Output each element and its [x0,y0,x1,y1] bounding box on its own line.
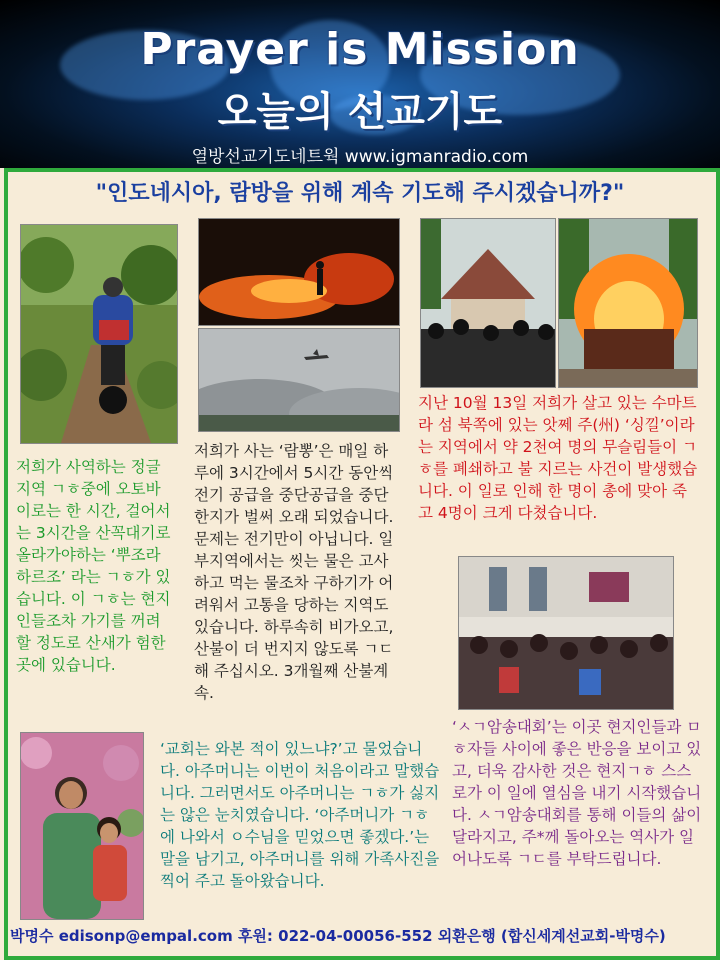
church-attack-paragraph: 지난 10월 13일 저희가 살고 있는 수마트라 섬 북쪽에 있는 앗쩨 주(州) ‘싱낄’이라는 지역에서 약 2천여 명의 무슬림들이 ㄱㅎ를 폐쇄하고 불 지르는 사건이 발생했습니다. 이 일로 인해 한 명이 총에 맞아 죽고 4명이 크게 다쳤습니다. [418,394,698,522]
title-korean: 오늘의 선교기도 [217,89,503,135]
recitation-contest-paragraph: ‘ㅅㄱ암송대회’는 이곳 현지인들과 ㅁㅎ자들 사이에 좋은 반응을 보이고 있고, 더욱 감사한 것은 현지ㄱㅎ 스스로가 이 일에 열심을 내기 시작했습니다. ㅅㄱ암송대회를 통해 이들의 삶이 달라지고, 주*께 돌아오는 역사가 일어나도록 ㄱㄷ를 부탁드립니다. [452,718,702,868]
network-url: 열방선교기도네트웍 www.igmanradio.com [191,147,529,167]
jungle-church-paragraph: 저희가 사역하는 정글지역 ㄱㅎ중에 오토바이로는 한 시간, 걸어서는 3시간을 산꼭대기로 올라가야하는 ‘뿌조라하르조’ 라는 ㄱㅎ가 있습니다. 이 ㄱㅎ는 현지인들조차 가기를 꺼려할 정도로 산새가 험한 곳에 있습니다. [16,458,171,674]
title-english: Prayer is Mission [140,24,580,75]
worship-concert-photo [458,556,674,710]
church-crowd-photo [420,218,556,388]
motorbike-jungle-photo [20,224,178,444]
church-burning-photo [558,218,698,388]
forest-fire-night-photo [198,218,400,326]
header-banner [0,0,720,168]
power-outage-paragraph: 저희가 사는 ‘람뽕’은 매일 하루에 3시간에서 5시간 동안씩 전기 공급을 중단공급을 중단한지가 벌써 오래 되었습니다. 문제는 전기만이 아닙니다. 일부지역에서는 씻는 물은 고사하고 먹는 물조차 구하기가 어려워서 고통을 당하는 지역도 있습니다. 하루속히 비가오고, 산불이 더 번지지 않도록 ㄱㄷ해 주십시오. 3개월째 산불계속. [194,442,394,702]
family-visit-paragraph: ‘교회는 와본 적이 있느냐?’고 물었습니다. 아주머니는 이번이 처음이라고 말했습니다. 그러면서도 아주머니는 ㄱㅎ가 싫지는 않은 눈치였습니다. ‘아주머니가 ㄱㅎ에 나와서 ㅇ수님을 믿었으면 좋겠다.’는 말을 남기고, 아주머니를 위해 가족사진을 찍어 주고 돌아왔습니다. [160,740,440,890]
mother-and-child-photo [20,732,144,920]
headline: "인도네시아, 람방을 위해 계속 기도해 주시겠습니까?" [95,181,625,206]
contact-footer: 박명수 edisonp@empal.com 후원: 022-04-00056-552 외환은행 (합신세계선교회-박명수) [10,927,666,945]
plane-over-smoke-photo [198,328,400,432]
